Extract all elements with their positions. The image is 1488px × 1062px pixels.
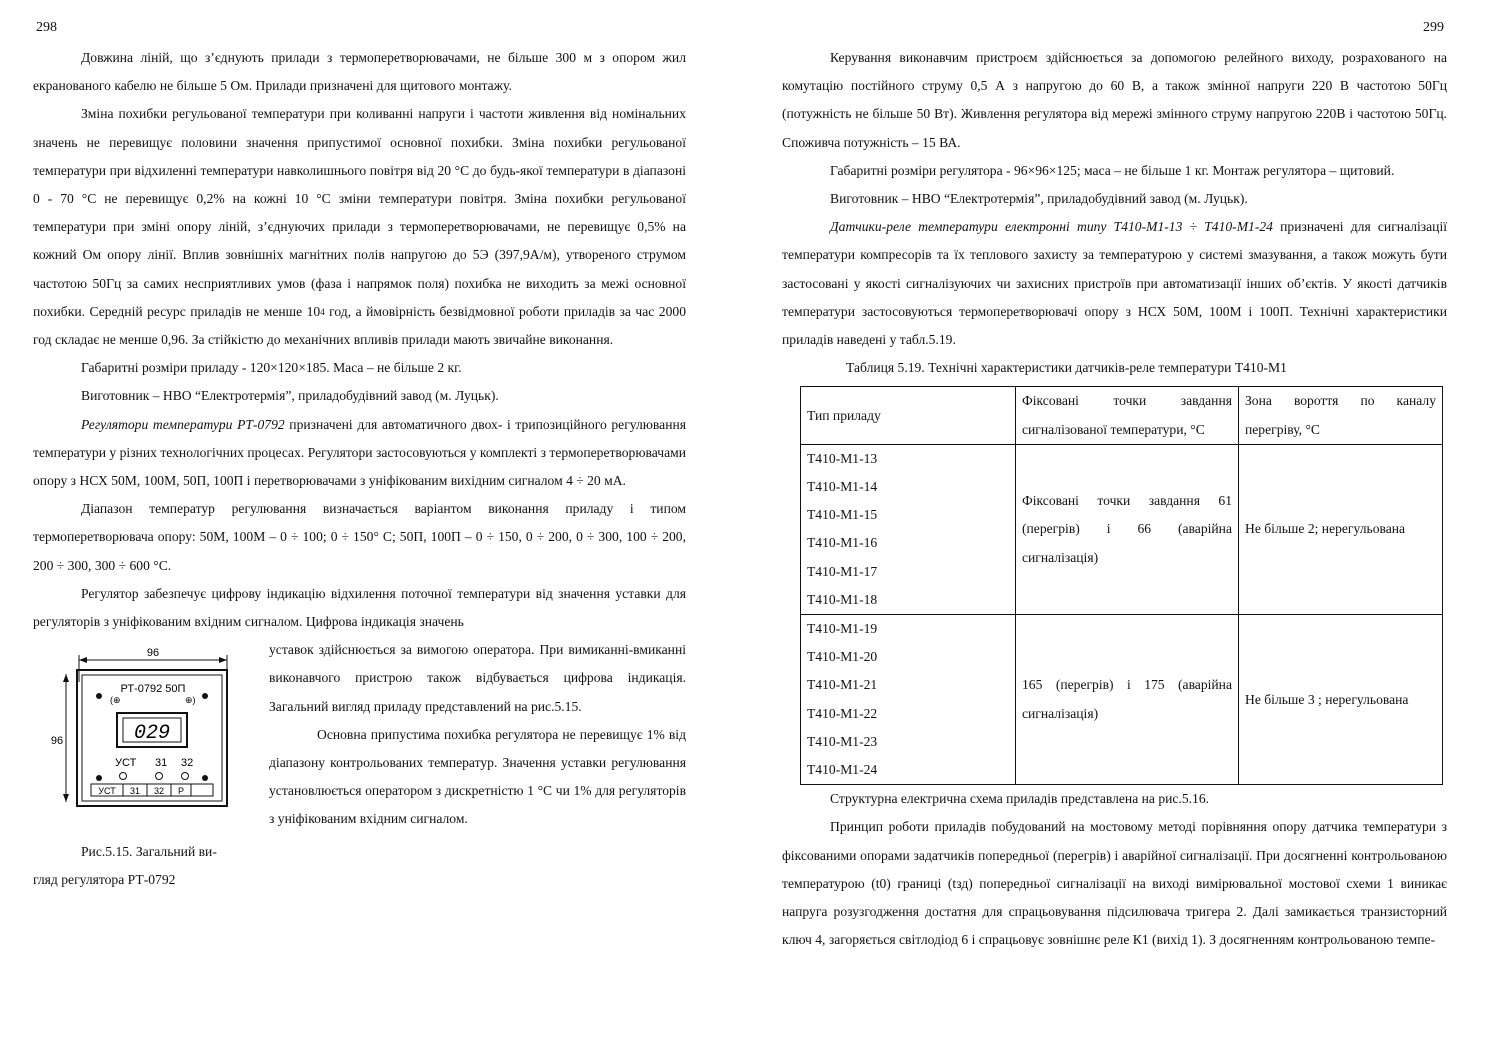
- paragraph: Довжина ліній, що з’єднують прилади з термоперетворювачами, не більше 300 м з опором жил екранованого кабелю не більше 5 Ом. Прилади призначені для щитового монтажу.: [33, 50, 686, 94]
- button-31: [156, 773, 163, 780]
- table-header-cell: Тип приладу: [801, 387, 1016, 444]
- label-31: 31: [155, 757, 168, 770]
- paragraph: Виготовник – НВО “Електротермія”, приладобудівний завод (м. Луцьк).: [830, 191, 1248, 207]
- paragraph: Регулятори температури РТ-0792 призначені для автоматичного двох- і трипозиційного регулювання температури у різних технологічних процесах. Регулятори застосовуються у комплекті з термоперетворювачами опору з НСХ 50М, 100М, 50П, 100П і перетворювачами з уніфікованим вихідним сигналом 4 ÷ 20 мА.: [33, 416, 686, 489]
- italic-term: Регулятори температури РТ-0792: [81, 416, 285, 432]
- screw-icon: [202, 775, 208, 781]
- table-cell: Не більше 2; нерегульована: [1239, 444, 1443, 614]
- paragraph: Принцип роботи приладів побудований на мостовому методі порівняння опору датчика температури з фіксованими опорами задатчиків попередньої (перегрів) і аварійної сигналізації. При досягненні контрольованою температурою (t0) границі (tзд) попередньої сигналізації на виході вимірювальної мостової схеми 1 виникає напруга розузгодження достатня для спрацьовування підсилювача тригера 2. Далі замикається транзисторний ключ 4, загоряється світлодіод 6 і спрацьовує зовнішнє реле К1 (вихід 1). З досягненням контрольованою темпе-: [782, 819, 1447, 948]
- superscript: 4: [320, 306, 325, 317]
- table-header-cell: Зона вороття по каналу перегріву, °С: [1239, 387, 1443, 444]
- table-cell: Фіксовані точки завдання 61 (перегрів) і 66 (аварійна сигналізація): [1016, 444, 1239, 614]
- regulator-figure: [47, 648, 253, 830]
- table-caption: Таблиця 5.19. Технічні характеристики датчиків-реле температури Т410-М1: [846, 360, 1287, 376]
- svg-text:⊕): ⊕): [185, 695, 196, 706]
- paragraph: Регулятор забезпечує цифрову індикацію відхилення поточної температури від значення уставки для регуляторів з уніфікованим вхідним сигналом. Цифрова індикація значень: [33, 585, 686, 630]
- table-header-cell: Фіксовані точки завдання сигналізованої температури, °С: [1016, 387, 1239, 444]
- label-32: 32: [181, 757, 194, 770]
- right-page: [744, 0, 1488, 1062]
- italic-term: Датчики-реле температури електронні типу Т410-М1-13 ÷ Т410-М1-24: [830, 219, 1273, 235]
- table-cell-types: Т410-М1-19 Т410-М1-20 Т410-М1-21 Т410-М1-22 Т410-М1-23 Т410-М1-24: [801, 615, 1016, 785]
- paragraph: Габаритні розміри регулятора - 96×96×125; маса – не більше 1 кг. Монтаж регулятора – щитовий.: [830, 162, 1395, 178]
- terminal-label: 31: [129, 786, 141, 797]
- figure-row: [33, 636, 686, 900]
- paragraph: Виготовник – НВО “Електротермія”, приладобудівний завод (м. Луцьк).: [81, 388, 499, 404]
- screw-icon: [202, 693, 208, 699]
- paragraph: Структурна електрична схема приладів представлена на рис.5.16.: [830, 791, 1210, 807]
- spec-table: [800, 386, 1443, 785]
- table-row: [801, 615, 1443, 785]
- paragraph: Діапазон температур регулювання визначається варіантом виконання приладу і типом термоперетворювача опору: 50М, 100М – 0 ÷ 100; 0 ÷ 150° С; 50П, 100П – 0 ÷ 150, 0 ÷ 200, 0 ÷ 300, 100 ÷ 200, 200 ÷ 300, 300 ÷ 600 °С.: [33, 501, 686, 573]
- figure-caption: Рис.5.15. Загальний ви- гляд регулятора РТ-0792: [33, 844, 217, 888]
- width-dimension: 96: [146, 648, 160, 660]
- paragraph: Датчики-реле температури електронні типу Т410-М1-13 ÷ Т410-М1-24 призначені для сигналізації температури компресорів та їх теплового захисту за температурою у системі змазування, а також можуть бути застосовані у якості сигналізуючих чи захисних пристроїв при автоматизації інших об’єктів. У якості датчиків температури застосовуються термоперетворювачі опору з НСХ 50М, 100М і 100П. Технічні характеристики приладів наведені у табл.5.19.: [782, 219, 1448, 348]
- button-32: [182, 773, 189, 780]
- paragraph: уставок здійснюється за вимогою оператора. При вимиканні-вмиканні виконавчого пристрою також відбувається цифрова індикація. Загальний вигляд приладу представлений на рис.5.15.: [269, 642, 686, 714]
- model-label: РТ-0792 50П: [120, 683, 186, 696]
- screw-icon: [96, 775, 102, 781]
- terminal-label: 32: [153, 786, 165, 797]
- right-page-text: [782, 44, 1447, 955]
- table-header-row: [801, 387, 1443, 444]
- table-cell: 165 (перегрів) і 175 (аварійна сигналізація): [1016, 615, 1239, 785]
- label-ust: УСТ: [115, 757, 137, 770]
- display-value: 029: [133, 722, 171, 746]
- page-number: 298: [36, 20, 57, 35]
- left-page-text: [33, 44, 686, 900]
- paragraph: Зміна похибки регульованої температури при коливанні напруги і частоти живлення від номінальних значень не перевищує половини значення припустимої основної похибки. Зміна похибки регульованої температури при відхиленні температури навколишнього повітря від 20 °С до будь-якої температури в діапазоні 0 - 70 °С не перевищує 0,2% на кожні 10 °С зміни температури повітря. Зміна похибки регульованої температури при зміні опору ліній, з’єднуючих прилади з термоперетворювачами, не перевищує 0,5% на кожний Ом опору лінії. Вплив зовнішніх магнітних полів напругою до 5Э (397,9А/м), утвореного струмом частотою 50Гц за самих несприятливих умов (фаза і напрямок поля) похибка не виходить за межі основної похибки. Середній ресурс приладів не менше $10^4$ год, а ймовірність безвідмовної роботи приладів за час 2000 год складає не менше 0,96. За стійкістю до механічних впливів прилади мають звичайне виконання.: [33, 106, 686, 348]
- figure-side-text: [269, 636, 686, 833]
- paragraph: Основна припустима похибка регулятора не перевищує 1% від діапазону контрольованих температур. Значення уставки регулювання установлюється оператором з дискретністю 1 °С чи 1% для регуляторів з уніфікованим вхідним сигналом.: [269, 726, 686, 827]
- terminal-label: Р: [177, 786, 185, 797]
- button-ust: [120, 773, 127, 780]
- paragraph: Керування виконавчим пристроєм здійснюється за допомогою релейного виходу, розрахованого на комутацію постійного струму 0,5 А з напругою до 60 В, а також змінної напруги 220 В частотою 50Гц (потужність не більше 50 Вт). Живлення регулятора від мережі змінного струму напругою 220В і частотою 50Гц. Споживча потужність – 15 ВА.: [782, 50, 1447, 150]
- table-cell: Не більше 3 ; нерегульована: [1239, 615, 1443, 785]
- page-number: 299: [1423, 20, 1444, 35]
- table-cell-types: Т410-М1-13 Т410-М1-14 Т410-М1-15 Т410-М1-16 Т410-М1-17 Т410-М1-18: [801, 444, 1016, 614]
- screw-icon: [96, 693, 102, 699]
- height-dimension: 96: [50, 735, 64, 748]
- paragraph: Габаритні розміри приладу - 120×120×185. Маса – не більше 2 кг.: [81, 360, 462, 376]
- svg-text:(⊕: (⊕: [110, 695, 121, 706]
- table-row: [801, 444, 1443, 614]
- terminal-label: УСТ: [98, 786, 116, 797]
